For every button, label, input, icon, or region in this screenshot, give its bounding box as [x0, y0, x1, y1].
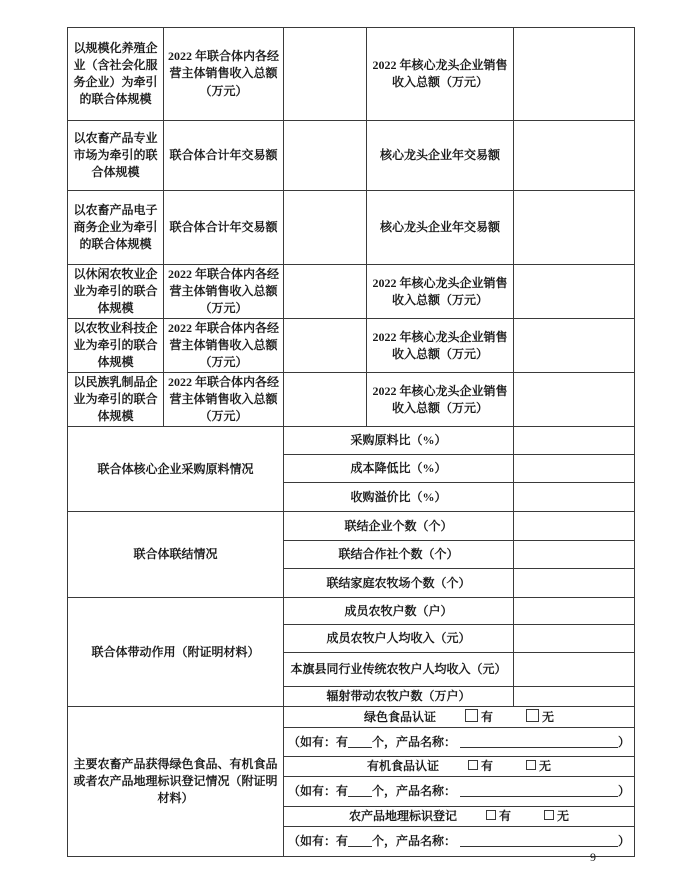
item-label-cell: 辐射带动农牧户数（万户） — [284, 687, 514, 707]
fill-infix: 个，产品名称： — [371, 734, 456, 749]
checkbox-yes-icon[interactable] — [486, 810, 496, 820]
checkbox-no-label: 无 — [539, 759, 552, 774]
item-label-cell: 本旗县同行业传统农牧户人均收入（元） — [284, 653, 514, 687]
category-cell: 以农牧业科技企业为牵引的联合体规模 — [68, 319, 164, 373]
checkbox-yes-icon[interactable] — [465, 709, 478, 722]
fill-infix: 个，产品名称： — [371, 784, 456, 799]
checkbox-yes-label: 有 — [480, 759, 493, 774]
checkbox-no-label: 无 — [557, 809, 570, 824]
table-row — [68, 191, 635, 265]
value-left-cell[interactable] — [284, 28, 367, 121]
category-cell: 以规模化养殖企业（含社会化服务企业）为牵引的联合体规模 — [68, 28, 164, 121]
table-row — [68, 707, 635, 728]
metric-right-cell: 2022 年核心龙头企业销售收入总额（万元） — [367, 319, 514, 373]
product-name-blank-line[interactable] — [460, 834, 618, 847]
value-right-cell[interactable] — [514, 121, 635, 191]
value-left-cell[interactable] — [284, 265, 367, 319]
metric-right-cell: 2022 年核心龙头企业销售收入总额（万元） — [367, 373, 514, 427]
value-left-cell[interactable] — [284, 373, 367, 427]
value-left-cell[interactable] — [284, 121, 367, 191]
cert-fill-row — [284, 777, 635, 807]
checkbox-no-icon[interactable] — [544, 810, 554, 820]
checkbox-no-label: 无 — [542, 709, 555, 724]
item-value-cell[interactable] — [514, 653, 635, 687]
cert-check-title: 农产品地理标识登记 — [348, 809, 457, 824]
item-label-cell: 联结家庭农牧场个数（个） — [284, 569, 514, 598]
item-label-cell: 成员农牧户人均收入（元） — [284, 625, 514, 653]
item-label-cell: 成员农牧户数（户） — [284, 598, 514, 625]
item-value-cell[interactable] — [514, 483, 635, 512]
count-blank-line[interactable] — [348, 834, 372, 847]
metric-left-cell: 联合体合计年交易额 — [164, 191, 284, 265]
value-right-cell[interactable] — [514, 265, 635, 319]
metric-left-cell: 2022 年联合体内各经营主体销售收入总额（万元） — [164, 319, 284, 373]
category-cell: 以农畜产品专业市场为牵引的联合体规模 — [68, 121, 164, 191]
metric-right-cell: 核心龙头企业年交易额 — [367, 191, 514, 265]
cert-check-row-green-food — [284, 707, 635, 728]
table-row — [68, 427, 635, 455]
fill-suffix: ） — [618, 784, 631, 799]
fill-prefix: （如有：有 — [287, 734, 348, 749]
category-cell: 以民族乳制品企业为牵引的联合体规模 — [68, 373, 164, 427]
fill-prefix: （如有：有 — [287, 834, 348, 849]
count-blank-line[interactable] — [348, 784, 372, 797]
page-number: 9 — [590, 850, 596, 864]
value-left-cell[interactable] — [284, 191, 367, 265]
value-right-cell[interactable] — [514, 28, 635, 121]
table-row — [68, 598, 635, 625]
item-label-cell: 成本降低比（%） — [284, 455, 514, 483]
item-value-cell[interactable] — [514, 541, 635, 569]
item-value-cell[interactable] — [514, 512, 635, 541]
table-row — [68, 319, 635, 373]
metric-right-cell: 2022 年核心龙头企业销售收入总额（万元） — [367, 28, 514, 121]
item-value-cell[interactable] — [514, 598, 635, 625]
fill-infix: 个，产品名称： — [371, 834, 456, 849]
item-label-cell: 联结合作社个数（个） — [284, 541, 514, 569]
count-blank-line[interactable] — [348, 735, 372, 748]
cert-check-row-organic-food — [284, 757, 635, 777]
section-label-cell: 联合体核心企业采购原料情况 — [68, 427, 284, 512]
table-row — [68, 121, 635, 191]
fill-suffix: ） — [618, 734, 631, 749]
checkbox-no-icon[interactable] — [526, 709, 539, 722]
item-value-cell[interactable] — [514, 687, 635, 707]
metric-right-cell: 核心龙头企业年交易额 — [367, 121, 514, 191]
checkbox-yes-icon[interactable] — [468, 760, 478, 770]
union-declaration-table — [67, 27, 635, 857]
section-label-cell: 联合体联结情况 — [68, 512, 284, 598]
cert-check-title: 有机食品认证 — [366, 759, 439, 774]
item-value-cell[interactable] — [514, 625, 635, 653]
cert-section-label-cell: 主要农畜产品获得绿色食品、有机食品或者农产品地理标识登记情况（附证明材料） — [68, 707, 284, 857]
fill-prefix: （如有：有 — [287, 784, 348, 799]
item-label-cell: 收购溢价比（%） — [284, 483, 514, 512]
cert-fill-row — [284, 728, 635, 757]
value-left-cell[interactable] — [284, 319, 367, 373]
value-right-cell[interactable] — [514, 319, 635, 373]
value-right-cell[interactable] — [514, 191, 635, 265]
cert-check-title: 绿色食品认证 — [363, 709, 436, 724]
value-right-cell[interactable] — [514, 373, 635, 427]
checkbox-yes-label: 有 — [498, 809, 511, 824]
table-row — [68, 265, 635, 319]
item-value-cell[interactable] — [514, 569, 635, 598]
fill-suffix: ） — [618, 834, 631, 849]
metric-right-cell: 2022 年核心龙头企业销售收入总额（万元） — [367, 265, 514, 319]
product-name-blank-line[interactable] — [460, 784, 618, 797]
item-label-cell: 联结企业个数（个） — [284, 512, 514, 541]
table-row — [68, 512, 635, 541]
checkbox-no-icon[interactable] — [526, 760, 536, 770]
cert-fill-row — [284, 827, 635, 857]
section-label-cell: 联合体带动作用（附证明材料） — [68, 598, 284, 707]
table-row — [68, 28, 635, 121]
table-row — [68, 373, 635, 427]
product-name-blank-line[interactable] — [460, 735, 618, 748]
metric-left-cell: 联合体合计年交易额 — [164, 121, 284, 191]
category-cell: 以休闲农牧业企业为牵引的联合体规模 — [68, 265, 164, 319]
item-value-cell[interactable] — [514, 455, 635, 483]
category-cell: 以农畜产品电子商务企业为牵引的联合体规模 — [68, 191, 164, 265]
cert-check-row-geo-indication — [284, 807, 635, 827]
item-label-cell: 采购原料比（%） — [284, 427, 514, 455]
metric-left-cell: 2022 年联合体内各经营主体销售收入总额（万元） — [164, 265, 284, 319]
checkbox-yes-label: 有 — [480, 709, 493, 724]
metric-left-cell: 2022 年联合体内各经营主体销售收入总额（万元） — [164, 28, 284, 121]
item-value-cell[interactable] — [514, 427, 635, 455]
metric-left-cell: 2022 年联合体内各经营主体销售收入总额（万元） — [164, 373, 284, 427]
